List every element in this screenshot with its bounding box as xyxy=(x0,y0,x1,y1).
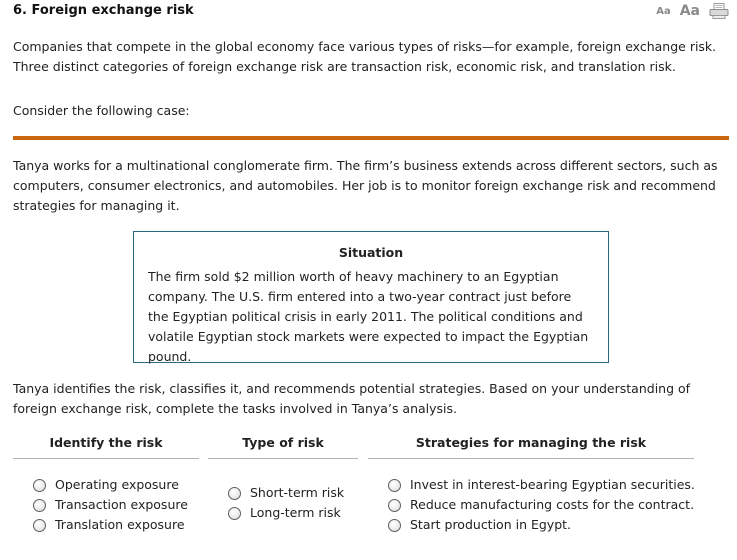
option-reduce-manufacturing-costs[interactable] xyxy=(388,495,694,515)
option-label: Start production in Egypt. xyxy=(410,517,572,532)
question-header xyxy=(13,3,729,21)
option-invest-egyptian-securities[interactable] xyxy=(388,475,695,495)
radio-button[interactable] xyxy=(228,507,241,520)
situation-title: Situation xyxy=(338,245,404,260)
section-divider xyxy=(13,136,729,140)
radio-button[interactable] xyxy=(33,479,46,492)
type-of-risk-rule xyxy=(208,458,358,459)
case-prompt: Consider the following case: xyxy=(13,103,190,118)
decrease-font-button[interactable]: Aa xyxy=(656,6,671,17)
option-label: Long-term risk xyxy=(250,505,341,520)
radio-button[interactable] xyxy=(388,499,401,512)
radio-button[interactable] xyxy=(33,499,46,512)
option-operating-exposure[interactable] xyxy=(33,475,179,495)
radio-button[interactable] xyxy=(388,479,401,492)
case-paragraph: Tanya works for a multinational conglomerate firm. The firm’s business extends across different sectors, such as computers, consumer electronics, and automobiles. Her job is to monitor foreign exchange risk and recommend strategies for managing it. xyxy=(13,158,718,213)
display-tools xyxy=(656,3,729,19)
option-label: Transaction exposure xyxy=(55,497,188,512)
radio-button[interactable] xyxy=(388,519,401,532)
situation-text: The firm sold $2 million worth of heavy machinery to an Egyptian company. The U.S. firm entered into a two-year contract just before the Egyptian political crisis in early 2011. The political conditions and volatile Egyptian stock markets were expected to impact the Egyptian pound. xyxy=(148,269,589,364)
identify-risk-rule xyxy=(13,458,199,459)
option-label: Operating exposure xyxy=(55,477,179,492)
increase-font-button[interactable]: Aa xyxy=(679,3,700,19)
option-transaction-exposure[interactable] xyxy=(33,495,188,515)
option-translation-exposure[interactable] xyxy=(33,515,185,535)
option-start-production-egypt[interactable] xyxy=(388,515,571,535)
situation-box xyxy=(133,231,609,363)
radio-button[interactable] xyxy=(228,487,241,500)
identify-risk-header: Identify the risk xyxy=(49,435,163,450)
type-of-risk-header: Type of risk xyxy=(242,435,324,450)
option-label: Translation exposure xyxy=(55,517,185,532)
option-label: Reduce manufacturing costs for the contract. xyxy=(410,497,695,512)
strategies-header: Strategies for managing the risk xyxy=(415,435,647,450)
option-label: Short-term risk xyxy=(250,485,345,500)
question-title: 6. Foreign exchange risk xyxy=(13,3,194,18)
option-short-term-risk[interactable] xyxy=(228,483,344,503)
option-long-term-risk[interactable] xyxy=(228,503,341,523)
radio-button[interactable] xyxy=(33,519,46,532)
strategies-rule xyxy=(368,458,694,459)
print-icon[interactable] xyxy=(709,3,729,19)
intro-paragraph: Companies that compete in the global economy face various types of risks—for example, foreign exchange risk. Three distinct categories of foreign exchange risk are transaction risk, economic risk, and translation risk. xyxy=(13,39,717,74)
option-label: Invest in interest-bearing Egyptian securities. xyxy=(410,477,695,492)
analysis-instructions: Tanya identifies the risk, classifies it, and recommends potential strategies. Based on your understanding of foreign exchange risk, complete the tasks involved in Tanya’s analysis. xyxy=(13,381,691,416)
